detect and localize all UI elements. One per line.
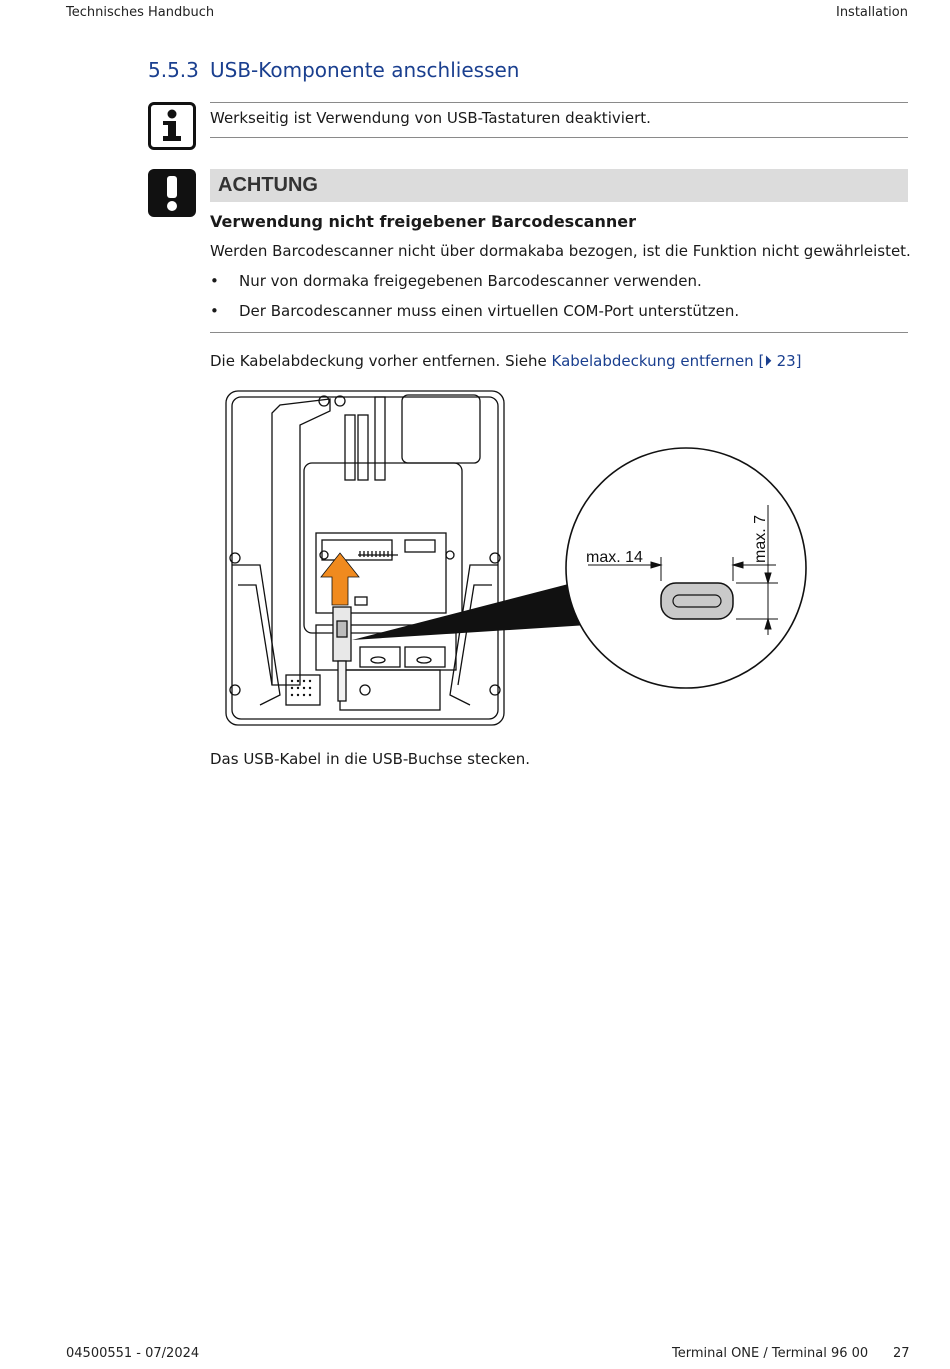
info-icon bbox=[148, 102, 196, 150]
info-bottom-rule bbox=[210, 137, 908, 138]
device-drawing bbox=[220, 385, 820, 735]
exclamation-icon bbox=[148, 169, 196, 217]
width-dimension-label: max. 14 bbox=[586, 549, 643, 566]
footer-doc-number: 04500551 - 07/2024 bbox=[66, 1346, 200, 1361]
bullet-text: Der Barcodescanner muss einen virtuellen COM-Port unterstützen. bbox=[239, 302, 740, 320]
usb-connection-figure bbox=[220, 385, 820, 739]
warning-label: ACHTUNG bbox=[218, 174, 318, 196]
footer-product: Terminal ONE / Terminal 96 00 bbox=[672, 1346, 869, 1361]
warning-heading: Verwendung nicht freigebener Barcodescanner bbox=[210, 212, 636, 231]
header-chapter: Installation bbox=[835, 5, 908, 20]
step-text: Die Kabelabdeckung vorher entfernen. Siehe bbox=[210, 352, 552, 370]
bullet-dot: • bbox=[210, 302, 219, 320]
page-number: 27 bbox=[893, 1346, 910, 1361]
warning-bottom-rule bbox=[210, 332, 908, 333]
play-arrow-icon: ⏵ bbox=[764, 352, 772, 370]
warning-banner bbox=[210, 169, 908, 202]
cross-reference-link[interactable] bbox=[552, 352, 802, 370]
callout-cone bbox=[352, 581, 588, 640]
height-dimension-label: max. 7 bbox=[752, 514, 769, 563]
section-number: 5.5.3 bbox=[148, 58, 199, 82]
step-instruction bbox=[210, 352, 802, 370]
info-top-rule bbox=[210, 102, 908, 103]
link-text: Kabelabdeckung entfernen [ bbox=[551, 352, 765, 370]
insert-direction-arrow-icon bbox=[321, 553, 359, 605]
section-title: USB-Komponente anschliessen bbox=[210, 58, 520, 82]
bullet-text: Nur von dormaka freigegebenen Barcodescanner verwenden. bbox=[239, 272, 702, 290]
link-page: 23] bbox=[771, 352, 802, 370]
header-doc-title: Technisches Handbuch bbox=[66, 5, 215, 20]
detail-magnifier bbox=[566, 448, 806, 688]
warning-body: Werden Barcodescanner nicht über dormakaba bezogen, ist die Funktion nicht gewährleistet. bbox=[210, 242, 911, 260]
bullet-dot: • bbox=[210, 272, 219, 290]
step-instruction-2: Das USB-Kabel in die USB-Buchse stecken. bbox=[210, 750, 530, 768]
info-note-text: Werkseitig ist Verwendung von USB-Tastaturen deaktiviert. bbox=[210, 109, 651, 127]
